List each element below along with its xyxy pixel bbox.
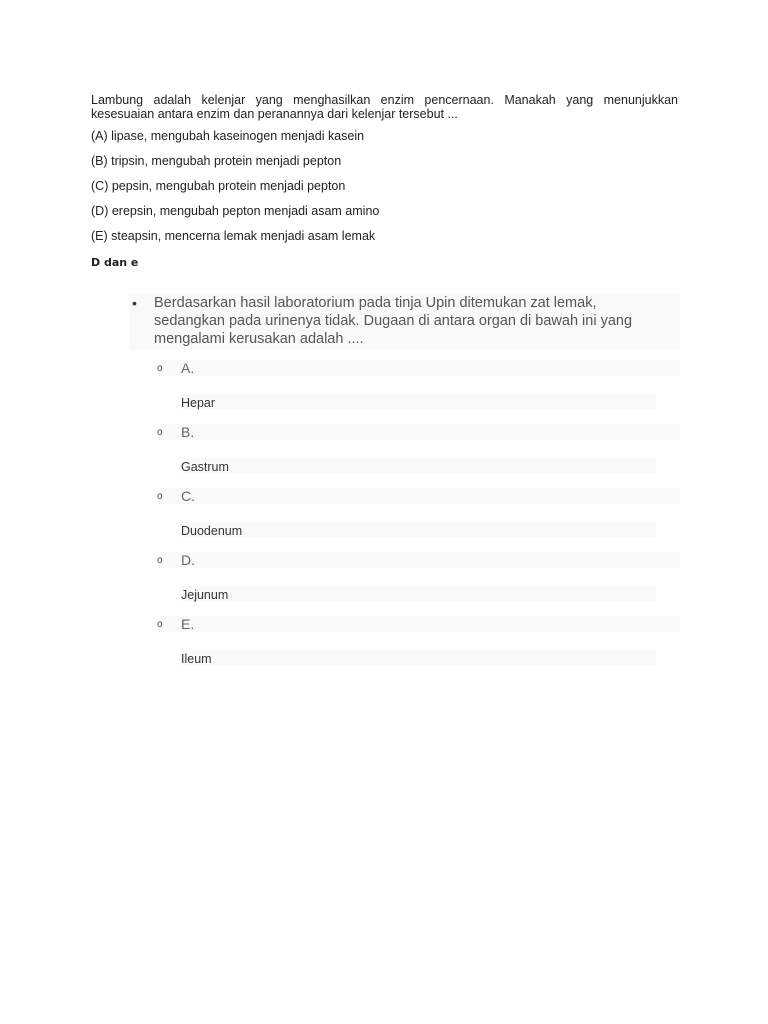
choice-c-answer: Duodenum xyxy=(181,524,243,538)
choice-d-answer-row xyxy=(181,586,656,601)
choice-d-letter: D. xyxy=(181,552,195,568)
choice-a-letter: A. xyxy=(181,360,195,376)
bullet-icon: • xyxy=(132,295,137,311)
choice-d-letter-row xyxy=(159,552,680,568)
choice-c-letter-row xyxy=(159,488,680,504)
question-1-option-a: (A) lipase, mengubah kaseinogen menjadi kasein xyxy=(91,129,365,143)
question-1-option-d: (D) erepsin, mengubah pepton menjadi asam amino xyxy=(91,204,380,218)
choice-e-answer: Ileum xyxy=(181,652,212,666)
question-2-section xyxy=(129,293,680,680)
choice-a-answer: Hepar xyxy=(181,396,216,410)
choice-b-letter-row xyxy=(159,424,680,440)
choice-c-answer-row xyxy=(181,522,656,537)
question-1-section xyxy=(91,93,678,270)
choice-e-letter-row xyxy=(159,616,680,632)
choice-a-answer-row xyxy=(181,394,656,409)
question-1-option-e: (E) steapsin, mencerna lemak menjadi asam lemak xyxy=(91,229,376,243)
choice-e xyxy=(159,616,680,665)
choice-c xyxy=(159,488,680,537)
circle-bullet-icon: o xyxy=(157,619,163,630)
question-1-answer: D dan e xyxy=(91,256,139,269)
question-1-text: Lambung adalah kelenjar yang menghasilkan enzim pencernaan. Manakah yang menunjukkan kesesuaian antara enzim dan peranannya dari kelenjar tersebut ... xyxy=(91,93,678,121)
choice-b xyxy=(159,424,680,473)
circle-bullet-icon: o xyxy=(157,555,163,566)
choice-b-answer-row xyxy=(181,458,656,473)
choice-a-letter-row xyxy=(159,360,680,376)
choice-a xyxy=(159,360,680,409)
circle-bullet-icon: o xyxy=(157,427,163,438)
choice-b-answer: Gastrum xyxy=(181,460,229,474)
circle-bullet-icon: o xyxy=(157,491,163,502)
question-2-choices xyxy=(159,360,680,665)
choice-d xyxy=(159,552,680,601)
question-2-text: Berdasarkan hasil laboratorium pada tinja Upin ditemukan zat lemak, sedangkan pada urinenya tidak. Dugaan di antara organ di bawah ini yang mengalami kerusakan adalah .... xyxy=(154,295,633,347)
question-1-option-c: (C) pepsin, mengubah protein menjadi pepton xyxy=(91,179,346,193)
choice-e-letter: E. xyxy=(181,616,195,632)
choice-e-answer-row xyxy=(181,650,656,665)
choice-d-answer: Jejunum xyxy=(181,588,229,602)
question-2-block xyxy=(129,293,680,349)
question-1-option-b: (B) tripsin, mengubah protein menjadi pepton xyxy=(91,154,342,168)
circle-bullet-icon: o xyxy=(157,363,163,374)
choice-c-letter: C. xyxy=(181,488,195,504)
choice-b-letter: B. xyxy=(181,424,195,440)
